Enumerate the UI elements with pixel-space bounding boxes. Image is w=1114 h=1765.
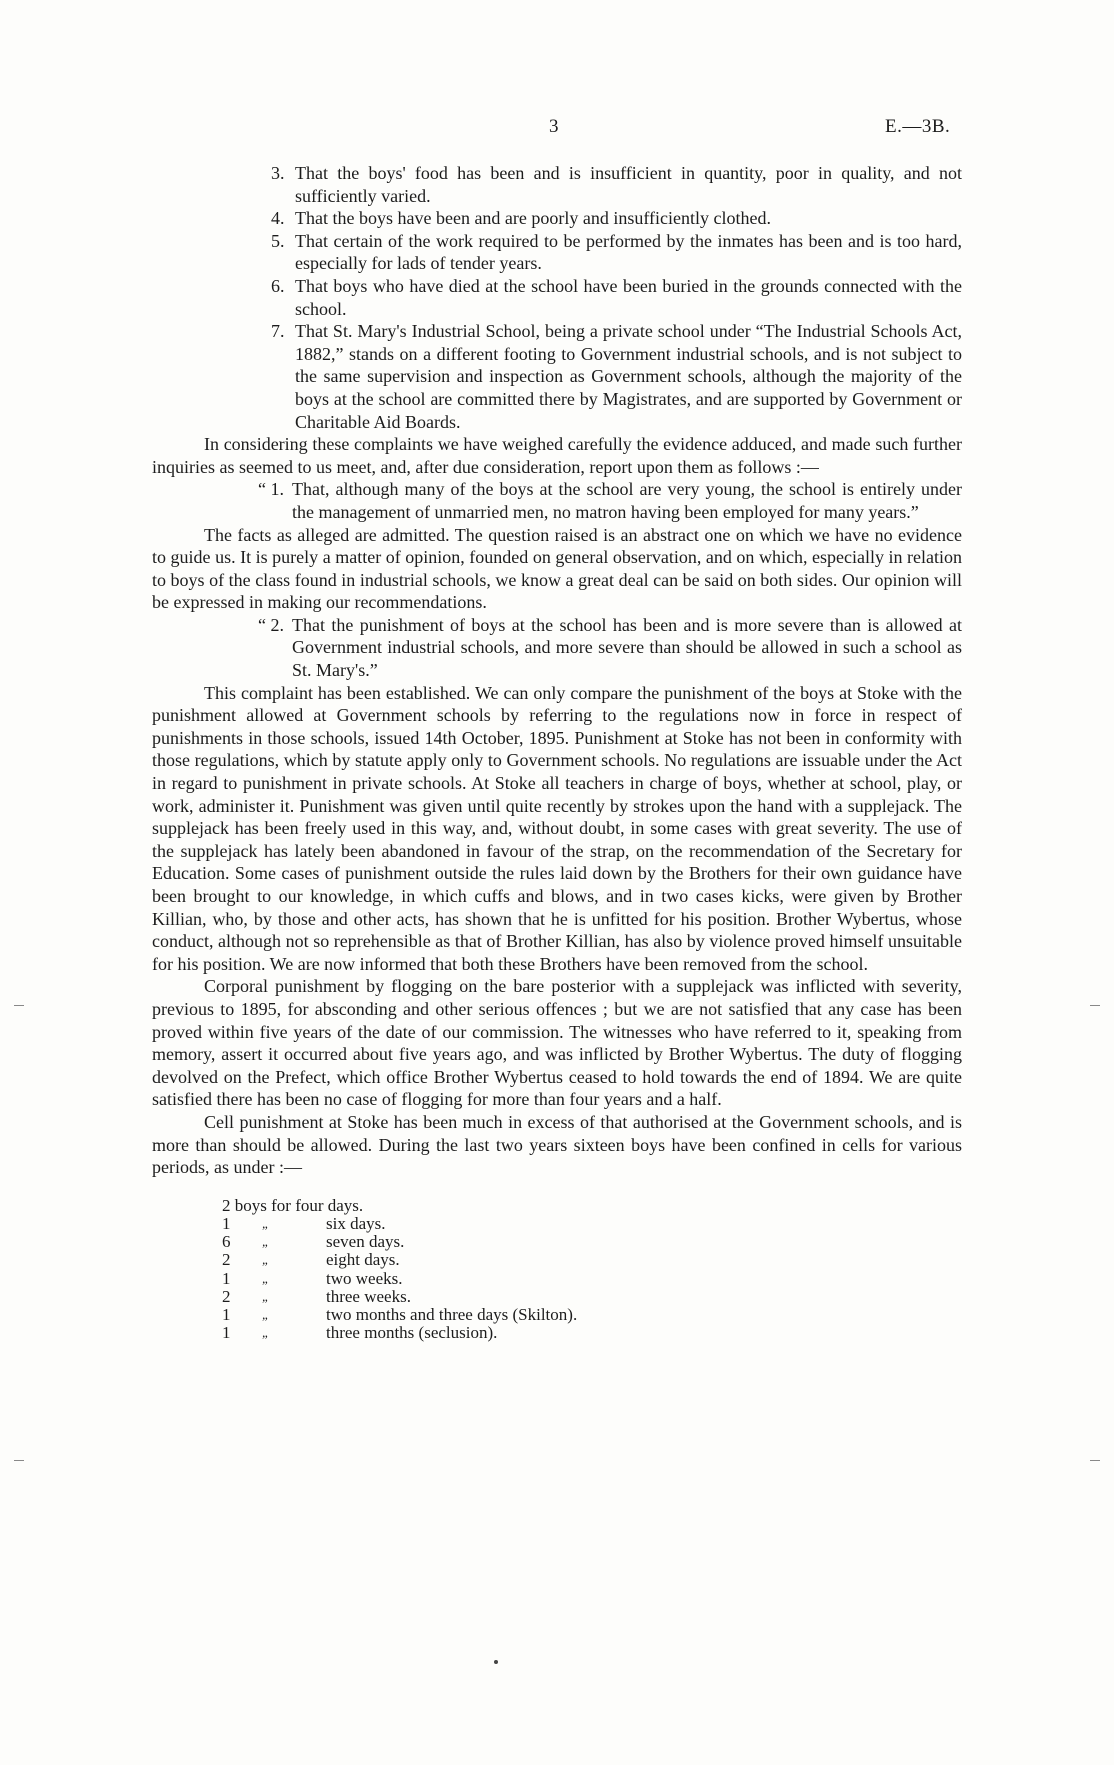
- ditto-mark: „: [262, 1215, 270, 1231]
- item-text: That boys who have died at the school have been buried in the grounds connected with the school.: [295, 275, 962, 319]
- boy-count: 1: [222, 1268, 231, 1288]
- complaint-item-4: [152, 207, 962, 230]
- ditto-mark: „: [262, 1325, 270, 1341]
- boy-count: 1: [222, 1213, 231, 1233]
- cell-confinement-list: [222, 1197, 577, 1343]
- boy-count: 1: [222, 1304, 231, 1324]
- list-item: [222, 1251, 577, 1269]
- confinement-period: three weeks.: [326, 1286, 411, 1306]
- confinement-period: seven days.: [326, 1232, 405, 1252]
- quote-text: That the punishment of boys at the school has been and is more severe than is allowed at Government industrial schools, and more severe than should be allowed in such a school as St. Mary's.”: [292, 614, 962, 681]
- document-body: [152, 162, 962, 1342]
- ditto-mark: „: [262, 1270, 270, 1286]
- paragraph-complaint-established: This complaint has been established. We can only compare the punishment of the boys at Stoke with the punishment allowed at Government schools by referring to the regulations now in force in respect of punishments in those schools, issued 14th October, 1895. Punishment at Stoke has not been in conformity with those regulations, which by statute apply only to Government schools. No regulations are issuable under the Act in regard to punishment in private schools. At Stoke all teachers in charge of boys, whether at school, play, or work, administer it. Punishment was given until quite recently by strokes upon the hand with a supplejack. The supplejack has been freely used in this way, and, without doubt, in some cases with great severity. The use of the supplejack has lately been abandoned in favour of the strap, on the recommendation of the Secretary for Education. Some cases of punishment outside the rules laid down by the Brothers for their own guidance have been brought to our knowledge, in which cuffs and blows, and in two cases kicks, were given by Brother Killian, who, by those and other acts, has shown that he is unfitted for his position. Brother Wybertus, whose conduct, although not so reprehensible as that of Brother Killian, has also by violence proved himself unsuitable for his position. We are now informed that both these Brothers have been removed from the school.: [152, 682, 962, 974]
- list-item: [222, 1197, 577, 1215]
- complaint-item-5: [152, 230, 962, 275]
- margin-mark: [14, 1005, 24, 1006]
- boy-count: 1: [222, 1323, 231, 1343]
- confinement-period: two months and three days (Skilton).: [326, 1304, 578, 1324]
- margin-mark: [1090, 1460, 1100, 1461]
- confinement-period: six days.: [326, 1213, 386, 1233]
- list-first-entry: 2 boys for four days.: [222, 1195, 364, 1215]
- item-number: 7.: [271, 321, 285, 342]
- item-number: 6.: [271, 275, 285, 296]
- quoted-complaint-2: [152, 614, 962, 682]
- ink-dot: [494, 1660, 498, 1664]
- item-number: 5.: [271, 230, 285, 251]
- ditto-mark: „: [262, 1306, 270, 1322]
- ditto-mark: „: [262, 1288, 270, 1304]
- boy-count: 6: [222, 1232, 231, 1252]
- list-item: [222, 1233, 577, 1251]
- confinement-period: two weeks.: [326, 1268, 403, 1288]
- list-item: [222, 1270, 577, 1288]
- list-item: [222, 1288, 577, 1306]
- boy-count: 2: [222, 1286, 231, 1306]
- confinement-period: eight days.: [326, 1250, 400, 1270]
- margin-mark: [1090, 1005, 1100, 1006]
- quote-number: “ 1.: [258, 479, 284, 500]
- document-reference: E.—3B.: [885, 116, 951, 137]
- item-text: That the boys' food has been and is insufficient in quantity, poor in quality, and not sufficiently varied.: [295, 163, 962, 206]
- paragraph-corporal-punishment: Corporal punishment by flogging on the bare posterior with a supplejack was inflicted with severity, previous to 1895, for absconding and other serious offences ; but we are not satisfied that any case has been proved within five years of the date of our commission. The witnesses who have referred to it, speaking from memory, assert it occurred about five years ago, and was inflicted by Brother Wybertus. The duty of flogging devolved on the Prefect, which office Brother Wybertus ceased to hold towards the end of 1894. We are quite satisfied there has been no case of flogging for more than four years and a half.: [152, 976, 962, 1110]
- list-item: [222, 1306, 577, 1324]
- quote-number: “ 2.: [258, 614, 284, 635]
- complaint-item-7: [152, 320, 962, 433]
- list-item: [222, 1215, 577, 1233]
- item-text: That the boys have been and are poorly and insufficiently clothed.: [295, 208, 772, 229]
- page-number: 3: [549, 116, 559, 137]
- paragraph-facts: The facts as alleged are admitted. The question raised is an abstract one on which we have no evidence to guide us. It is purely a matter of opinion, founded on general observation, and on which, especially in relation to boys of the class found in industrial schools, we know a great deal can be said on both sides. Our opinion will be expressed in making our recommendations.: [152, 524, 962, 613]
- confinement-period: three months (seclusion).: [326, 1323, 498, 1343]
- item-number: 4.: [271, 208, 285, 229]
- item-text: That St. Mary's Industrial School, being a private school under “The Industrial Schools Act, 1882,” stands on a different footing to Government industrial schools, and is not subject to the same supervision and inspection as Government schools, although the majority of the boys at the school are committed there by Magistrates, and are supported by Government or Charitable Aid Boards.: [295, 321, 962, 432]
- quoted-complaint-1: [152, 478, 962, 523]
- item-number: 3.: [271, 163, 285, 183]
- quote-text: That, although many of the boys at the school are very young, the school is entirely under the management of unmarried men, no matron having been employed for many years.”: [292, 479, 962, 522]
- ditto-mark: „: [262, 1252, 270, 1268]
- ditto-mark: „: [262, 1234, 270, 1250]
- complaint-item-3: [152, 162, 962, 207]
- paragraph-cell-punishment: Cell punishment at Stoke has been much in excess of that authorised at the Government schools, and is more than should be allowed. During the last two years sixteen boys have been confined in cells for various periods, as under :—: [152, 1111, 962, 1178]
- boy-count: 2: [222, 1250, 231, 1270]
- paragraph-considering: In considering these complaints we have weighed carefully the evidence adduced, and made such further inquiries as seemed to us meet, and, after due consideration, report upon them as follows :—: [152, 434, 962, 477]
- complaint-item-6: [152, 275, 962, 320]
- page-header: [0, 116, 1114, 146]
- list-item: [222, 1324, 577, 1342]
- margin-mark: [14, 1460, 24, 1461]
- item-text: That certain of the work required to be performed by the inmates has been and is too hard, especially for lads of tender years.: [295, 230, 962, 274]
